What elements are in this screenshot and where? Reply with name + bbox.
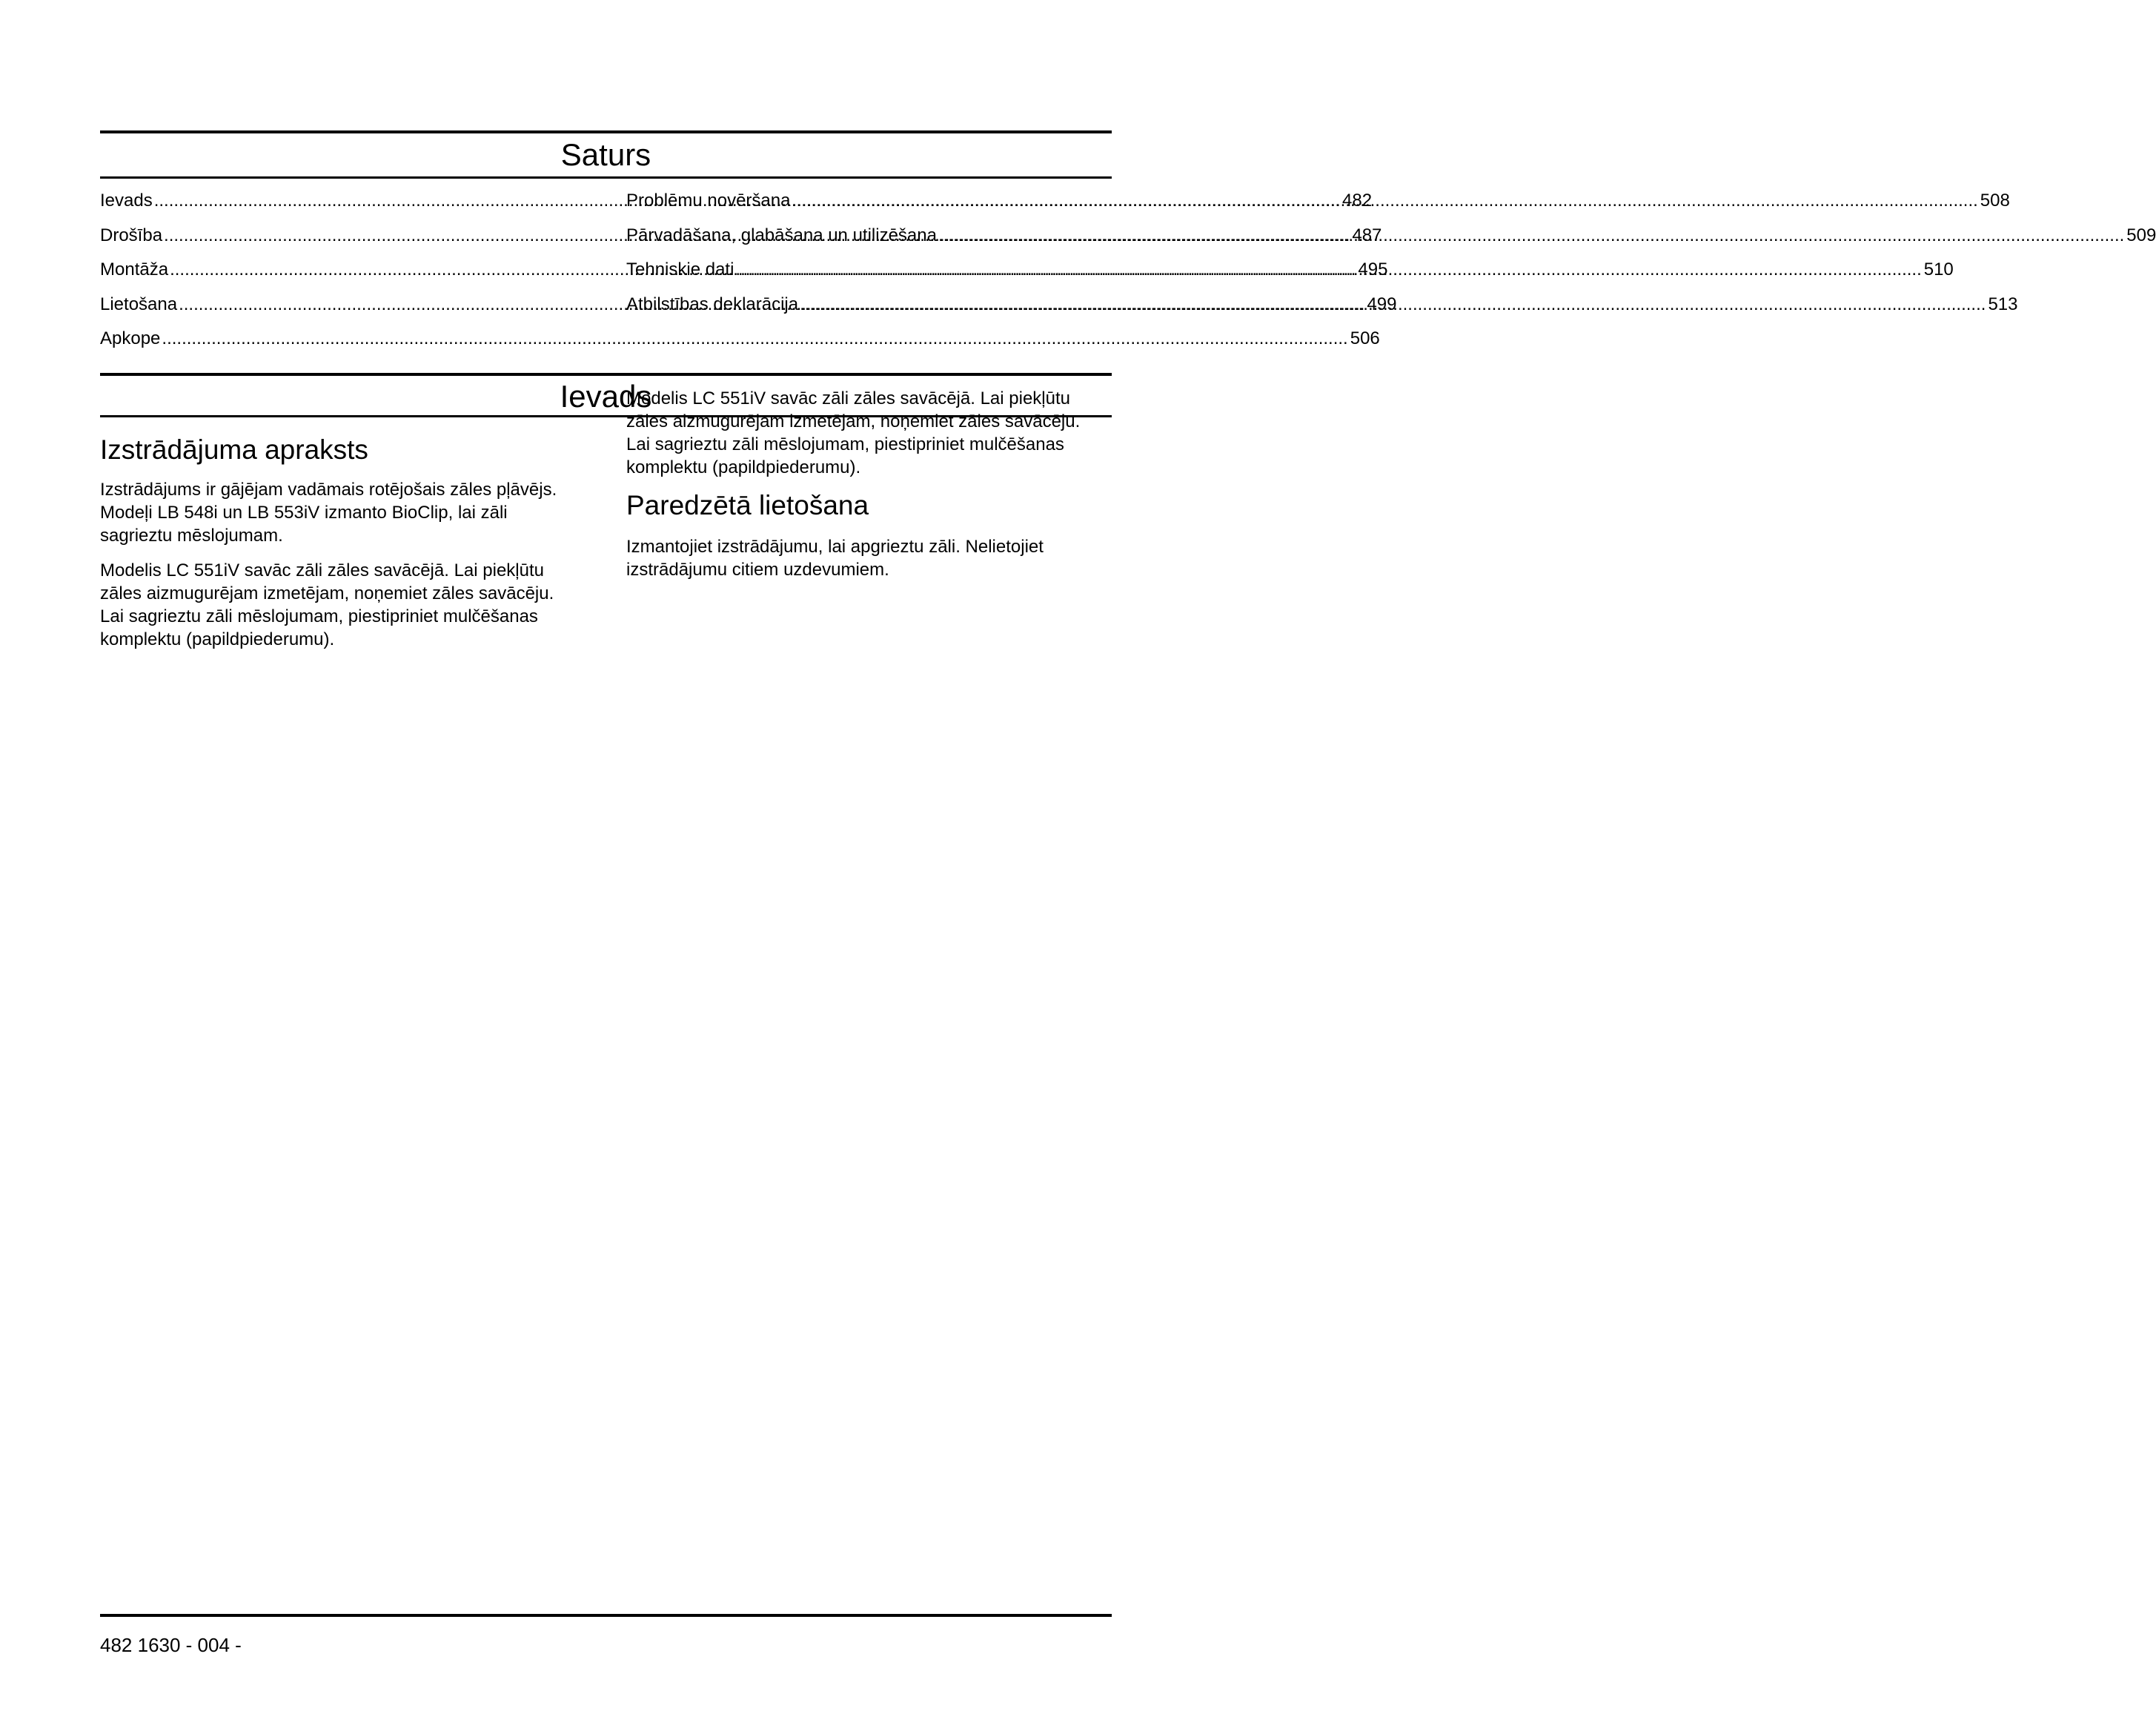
toc-entry[interactable]: Lietošana ..... 499 (100, 294, 589, 328)
toc-entry[interactable]: Problēmu novēršana ..... 508 (626, 190, 1115, 225)
toc-leader-dots (735, 259, 1921, 281)
toc-leader-dots (162, 328, 1347, 350)
toc-leader-dots (938, 225, 2124, 247)
toc-title: Saturs (560, 137, 651, 172)
footer-document-code: 482 1630 - 004 - (100, 1634, 242, 1656)
intended-use-heading: Paredzētā lietošana (626, 490, 869, 520)
product-description-continuation-text: Modelis LC 551iV savāc zāli zāles savācējā. Lai piekļūtu zāles aizmugurējam izmetējam, noņemiet zāles savācēju. Lai sagrieztu zāli mēslojumam, piestipriniet mulčēšanas komplektu (papildpiederumu). (626, 388, 1081, 477)
intro-right-column (626, 388, 1108, 581)
toc-entry[interactable]: Montāža ..... 495 (100, 259, 589, 294)
toc-bottom-rule (100, 176, 1112, 179)
product-description-paragraph: Izstrādājums ir gājējam vadāmais rotējošais zāles pļāvējs. Modeļi LB 548i un LB 553iV izmanto BioClip, lai zāli sagrieztu mēslojumam. (100, 480, 557, 546)
toc-entry[interactable]: Pārvadāšana, glabāšana un utilizēšana ..... 509 (626, 225, 1115, 259)
toc-entry[interactable]: Atbilstības deklarācija ..... 513 (626, 294, 1115, 328)
toc-entry[interactable]: Ievads ..... 482 (100, 190, 589, 225)
product-description-heading: Izstrādājuma apraksts (100, 434, 368, 465)
product-description-paragraph: Modelis LC 551iV savāc zāli zāles savācējā. Lai piekļūtu zāles aizmugurējam izmetējam, noņemiet zāles savācēju. Lai sagrieztu zāli mēslojumam, piestipriniet mulčēšanas komplektu (papildpiederumu). (100, 560, 554, 649)
footer-rule (100, 1614, 1112, 1617)
toc-leader-dots (800, 294, 1986, 316)
toc-entry[interactable]: Tehniskie dati ..... 510 (626, 259, 1115, 294)
intended-use-paragraph: Izmantojiet izstrādājumu, lai apgrieztu zāli. Nelietojiet izstrādājumu citiem uzdevumiem. (626, 537, 1044, 580)
toc-leader-dots (792, 190, 1977, 212)
product-description-continuation (626, 388, 1108, 479)
intro-top-rule (100, 373, 1112, 376)
toc-entry[interactable]: Apkope ..... 506 (100, 328, 589, 363)
toc-top-rule (100, 130, 1112, 133)
toc-entry[interactable]: Drošība ..... 487 (100, 225, 589, 259)
intro-left-column (100, 434, 582, 649)
intro-title: Ievads (560, 379, 652, 414)
